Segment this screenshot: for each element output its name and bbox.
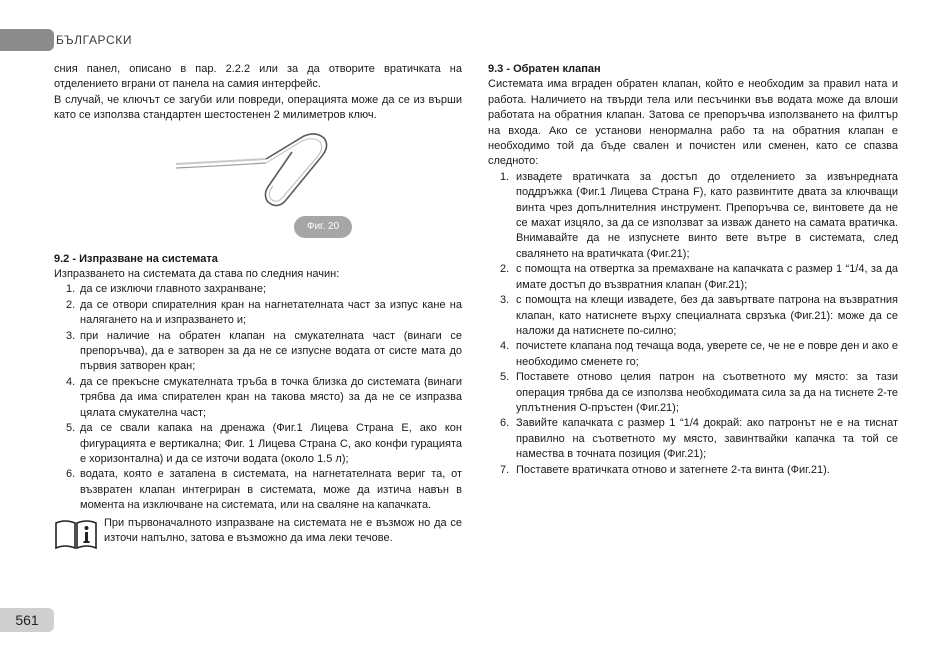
section-9-2-intro: Изпразването на системата да става по следния начин: [54,268,340,281]
left-key-paragraph: В случай, че ключът се загуби или повреди, операцията може да се из върши като се използва стандартен шестостенен 2 милиметров ключ. [54,93,462,122]
list-item: 3. при наличие на обратен клапан на смукателната част (винаги се препоръчва), да е затворен за да не се изпусне водата от систе мата до първия затворен кран; [66,329,462,373]
info-book-icon [54,518,98,550]
list-item: 5. Поставете отново целия патрон на съответното му място: за тази операция трябва да се използва необходимата сила за да на тиснете 2-те уплътнения О-пръстен (Фиг.21); [500,371,898,414]
language-tab-marker [0,29,54,51]
info-note [54,516,462,550]
left-column [54,62,462,550]
list-item: 3. с помощта на клещи извадете, без да завъртвате патрона на възвратния клапан, като натиснете върху специалната сврзъка (Фиг.21): може да се наложи да натиснете по-силно; [500,294,898,337]
note-text: При първоначалното изпразване на системата не е възмож но да се източи напълно, затова е възможно да има леки течове. [104,516,462,544]
figure-20 [54,132,462,252]
valve-steps-list [488,170,898,478]
list-item: 1. да се изключи главното захранване; [66,283,266,296]
section-9-3-intro: Системата има вграден обратен клапан, който е необходим за правил ната и работа. Наличието на твърди тела или песъчинки във водата може да влоши работата на обратния клапан. Затова се препоръчва използването на филтър на входа. Ако се установи ненормална рабо та на обратния клапан е необходимо той да бъде свален и почистен или сменен, като се спазва следното: [488,78,898,168]
language-label: БЪЛГАРСКИ [56,33,133,47]
list-item: 6. водата, която е затапена в системата, на нагнетателната вериг та, от възвратен клапан интегриран в системата, може да изтича навън в момента на изключване на системата, или на сваляне на капачката. [66,468,462,512]
list-item: 4. почистете клапана под течаща вода, уверете се, че не е повре ден и ако е необходимо сменете го; [500,340,898,368]
list-item: 4. да се прекъсне смукателната тръба в точка близка до системата (винаги трябва да има спирателен кран на такова място) за да не се изпразва цялата смукателна част; [66,375,462,419]
hex-key-illustration [174,132,354,222]
section-9-3-title: 9.3 - Обратен клапан [488,63,601,75]
right-column [488,62,898,478]
drain-steps-list [54,282,462,513]
left-intro-paragraph: сния панел, описано в пар. 2.2.2 или за да отворите вратичката на отделението вграни от панела на самия интерфейс. [54,63,462,91]
list-item: 1. извадете вратичката за достъп до отделението за извънредната поддръжка (Фиг.1 Лицева Страна F), като развинтите двата за ключващи винта чрез допълнителния инструмент. Препоръчва се, винтовете да не се махат изцяло, за да се използват за изваж дането на самата вратичка. Внимавайте да не изпуснете винто вете вътре в системата, след свалянето на вратичката (Фиг.21); [500,170,898,260]
list-item: 5. да се свали капака на дренажа (Фиг.1 Лицева Страна E, ако кон фигурацията е вертикална; Фиг. 1 Лицева Страна C, ако конфи гурацията е хоризонтална) и да се източи водата (около 1.5 л); [66,422,462,465]
figure-20-label: Фиг. 20 [294,216,352,238]
list-item: 2. с помощта на отвертка за премахване на капачката с размер 1 “1/4, за да имате достъп до възвратния клапан (Фиг.21); [500,263,898,291]
list-item: 2. да се отвори спирателния кран на нагнетателната част за изпус кане на налягането на и изпразването и; [66,298,462,327]
page-number: 561 [0,608,54,632]
section-9-2-title: 9.2 - Изпразване на системата [54,252,218,265]
list-item: 7. Поставете вратичката отново и затегнете 2-та винта (Фиг.21). [500,463,830,476]
list-item: 6. Завийте капачката с размер 1 “1/4 докрай: ако патронът не е на тиснат правилно на съответното му място, завинтвайки капачка та той се намества в точната позиция (Фиг.21); [500,417,898,461]
